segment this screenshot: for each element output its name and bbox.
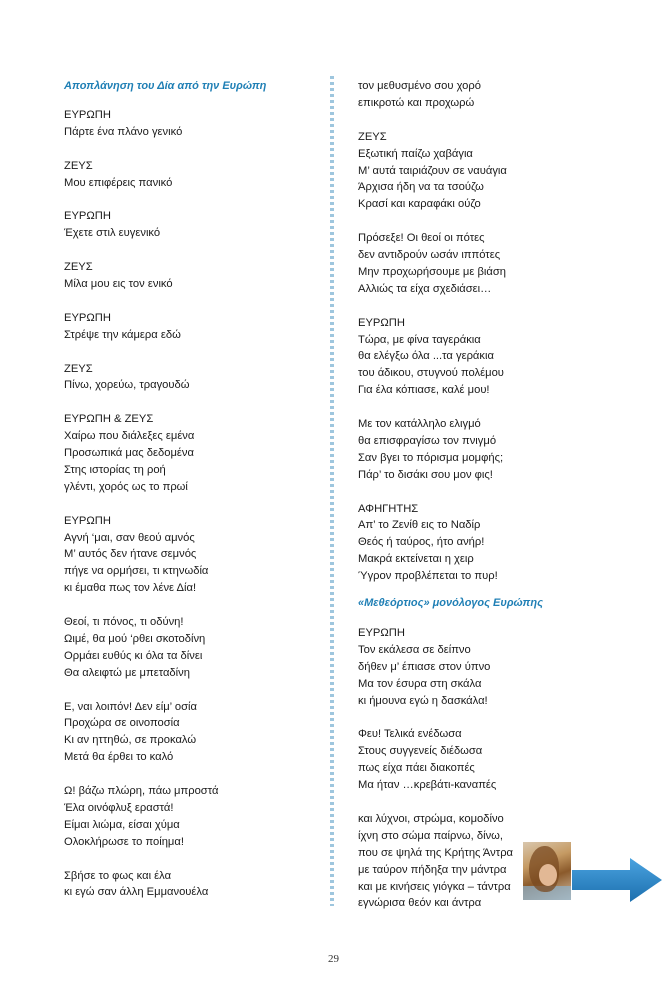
poem-line: κι έμαθα πως τον λένε Δία! <box>64 582 197 595</box>
poem-line: πως είχα πάει διακοπές <box>358 762 475 775</box>
poem-line: Φευ! Τελικά ενέδωσα <box>358 728 462 741</box>
poem-line: Πάρτε ένα πλάνο γενικό <box>64 125 183 138</box>
poem-line: ΕΥΡΩΠΗ <box>358 316 405 329</box>
poem-line: με ταύρον πήδηξα την μάντρα <box>358 863 507 876</box>
poem-line: Ε, ναι λοιπόν! Δεν είμ’ οσία <box>64 700 197 713</box>
poem-line: Τώρα, με φίνα ταγεράκια <box>358 333 481 346</box>
poem-line: Πρόσεξε! Οι θεοί οι πότες <box>358 232 485 245</box>
poem-line: Ύγρον προβλέπεται το πυρ! <box>358 570 498 583</box>
poem-line: ΕΥΡΩΠΗ <box>64 109 111 121</box>
poem-line: Θεοί, τι πόνος, τι οδύνη! <box>64 616 184 628</box>
poem-line: και με κινήσεις γιόγκα – τάντρα <box>358 880 511 893</box>
poem-line: Μακρά εκτείνεται η χειρ <box>358 553 474 566</box>
poem-line: ΖΕΥΣ <box>64 261 93 274</box>
poem-line: δήθεν μ’ έπιασε στον ύπνο <box>358 660 491 673</box>
poem-line: Προχώρα σε οινοποσία <box>64 717 180 730</box>
right-arrow-icon[interactable] <box>572 858 664 902</box>
poem-line: ΕΥΡΩΠΗ & ΖΕΥΣ <box>64 413 154 426</box>
poem-line: Μην προχωρήσουμε με βιάση <box>358 265 506 278</box>
poem-line: που σε ψηλά της Κρήτης Άντρα <box>358 846 514 859</box>
column-divider <box>330 76 334 906</box>
poem-line: Θεός ή ταύρος, ήτο ανήρ! <box>358 536 485 549</box>
poem-line: Μετά θα έρθει το καλό <box>64 751 174 764</box>
poem-line: Απ’ το Ζενίθ εις το Ναδίρ <box>358 519 481 532</box>
poem-line: Μ’ αυτός δεν ήτανε σεμνός <box>64 548 197 561</box>
poem-line: Πάρ’ το δισάκι σου μον φις! <box>358 468 493 481</box>
poem-line: Έλα οινόφλυξ εραστά! <box>64 801 174 814</box>
poem-line: ΕΥΡΩΠΗ <box>64 210 111 223</box>
poem-line: κι ήμουνα εγώ η δασκάλα! <box>358 694 488 707</box>
poem-line: εγνώρισα θεόν και άντρα <box>358 897 482 910</box>
poem-line: πήγε να ορμήσει, τι κτηνωδία <box>64 565 209 578</box>
poem-line: Κρασί και καραφάκι ούζο <box>358 198 481 211</box>
poem-line: Στρέψε την κάμερα εδώ <box>64 328 181 341</box>
poem-line: Στης ιστορίας τη ροή <box>64 463 166 476</box>
poem-line: κι εγώ σαν άλλη Εμμανουέλα <box>64 886 209 899</box>
poem-line: ΑΦΗΓΗΤΗΣ <box>358 502 419 515</box>
poem-line: ΖΕΥΣ <box>358 130 387 143</box>
poem-line: επικροτώ και προχωρώ <box>358 96 475 109</box>
poem-line: Ορμάει ευθύς κι όλα τα δίνει <box>64 649 203 662</box>
europa-portrait-photo <box>523 842 571 900</box>
poem-line: ΖΕΥΣ <box>64 362 93 375</box>
poem-line: Προσωπικά μας δεδομένα <box>64 447 194 459</box>
poem-line: του άδικου, στυγνού πολέμου <box>358 367 504 380</box>
poem-line: δεν αντιδρούν ωσάν ιππότες <box>358 249 501 261</box>
poem-line: Ολοκλήρωσε το ποίημα! <box>64 835 184 848</box>
poem-line: Θα αλειφτώ με μπεταδίνη <box>64 666 190 679</box>
poem-line: Μ’ αυτά ταιριάζουν σε ναυάγια <box>358 164 507 177</box>
poem-line: Μα τον έσυρα στη σκάλα <box>358 677 482 690</box>
poem-line: Είμαι λιώμα, είσαι χύμα <box>64 818 180 831</box>
poem-line: ΕΥΡΩΠΗ <box>64 514 111 527</box>
poem-line: Κι αν ηττηθώ, σε προκαλώ <box>64 734 197 747</box>
poem-line: Για έλα κόπιασε, καλέ μου! <box>358 384 490 397</box>
poem-line: Μίλα μου εις τον ενικό <box>64 278 173 290</box>
poem-line: Άρχισα ήδη να τα τσούζω <box>358 181 484 194</box>
poem-line: Τον εκάλεσα σε δείπνο <box>358 643 471 656</box>
poem-line: ΕΥΡΩΠΗ <box>358 627 405 639</box>
poem-line: Χαίρω που διάλεξες εμένα <box>64 430 195 443</box>
poem-line: Αλλιώς τα είχα σχεδιάσει… <box>358 282 492 295</box>
poem-line: Στους συγγενείς διέδωσα <box>358 745 483 758</box>
poem-line: γλέντι, χορός ως το πρωί <box>64 480 188 493</box>
page-number: 29 <box>328 953 339 965</box>
second-poem-title: «Μεθεόρτιος» μονόλογος Ευρώπης <box>358 597 543 609</box>
poem-line: Σαν βγει το πόρισμα μομφής; <box>358 451 504 464</box>
poem-line: Έχετε στιλ ευγενικό <box>64 227 161 240</box>
poem-line: Μα ήταν …κρεβάτι-καναπές <box>358 779 497 792</box>
poem-line: θα επισφραγίσω τον πνιγμό <box>358 434 497 447</box>
poem-line: Σβήσε το φως και έλα <box>64 869 172 882</box>
poem-line: Με τον κατάλληλο ελιγμό <box>358 418 481 430</box>
poem-line: Εξωτική παίζω χαβάγια <box>358 147 473 160</box>
poem-title: Αποπλάνηση του Δία από την Ευρώπη <box>64 80 267 92</box>
poem-line: ίχνη στο σώμα παίρνω, δίνω, <box>358 829 504 842</box>
poem-line: τον μεθυσμένο σου χορό <box>358 80 481 92</box>
poem-line: θα ελέγξω όλα ...τα γεράκια <box>358 350 494 363</box>
poem-line: Αγνή ‘μαι, σαν θεού αμνός <box>64 531 195 544</box>
poem-line: Πίνω, χορεύω, τραγουδώ <box>64 379 190 392</box>
poem-line: ΖΕΥΣ <box>64 159 93 172</box>
poem-line: Ωιμέ, θα μού ‘ρθει σκοτοδίνη <box>64 632 206 645</box>
poem-line: Μου επιφέρεις πανικό <box>64 176 173 189</box>
poem-line: και λύχνοι, στρώμα, κομοδίνο <box>358 812 504 825</box>
poem-line: Ω! βάζω πλώρη, πάω μπροστά <box>64 785 219 797</box>
poem-line: ΕΥΡΩΠΗ <box>64 311 111 324</box>
